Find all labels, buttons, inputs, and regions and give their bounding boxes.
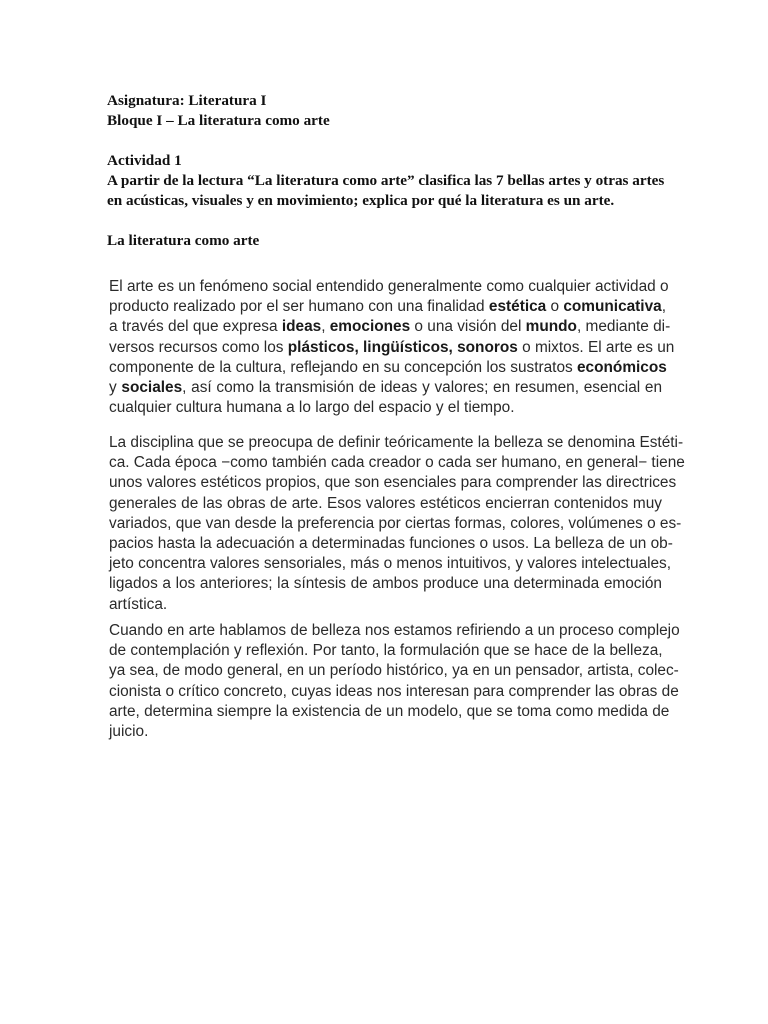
bold-term: emociones: [329, 318, 411, 336]
paragraph-line: generales de las obras de arte. Esos valores estéticos encierran contenidos muy: [109, 494, 662, 512]
paragraph-aesthetics: [109, 433, 685, 615]
paragraph-line: a través del que expresa ideas, emociones o una visión del mundo, mediante di-: [109, 318, 671, 336]
subject-line: Asignatura: Literatura I: [107, 92, 267, 109]
paragraph-line: juicio.: [109, 723, 149, 741]
paragraph-line: arte, determina siempre la existencia de un modelo, que se toma como medida de: [109, 702, 670, 720]
paragraph-line: La disciplina que se preocupa de definir teóricamente la belleza se denomina Estéti-: [109, 434, 684, 451]
paragraph-line: ya sea, de modo general, en un período histórico, ya en un pensador, artista, colec-: [109, 662, 679, 680]
paragraph-line: de contemplación y reflexión. Por tanto, la formulación que se hace de la belleza,: [109, 642, 663, 660]
bold-term: plásticos, lingüísticos, sonoros: [287, 338, 518, 356]
block-line: Bloque I – La literatura como arte: [107, 112, 330, 129]
paragraph-line: variados, que van desde la preferencia por ciertas formas, colores, volúmenes o es-: [109, 514, 682, 532]
paragraph-line: ligados a los anteriores; la síntesis de ambos produce una determinada emoción: [109, 575, 662, 593]
paragraph-line: Cuando en arte hablamos de belleza nos estamos refiriendo a un proceso complejo: [109, 622, 680, 639]
paragraph-line: y sociales, así como la transmisión de ideas y valores; en resumen, esencial en: [109, 379, 663, 397]
paragraph-line: ca. Cada época −como también cada creador o cada ser humano, en general− tiene: [109, 454, 685, 472]
paragraph-line: jeto concentra valores sensoriales, más o menos intuitivos, y valores intelectuales,: [109, 555, 672, 573]
activity-instructions-line: A partir de la lectura “La literatura como arte” clasifica las 7 bellas artes y otras artes: [107, 172, 665, 189]
paragraph-line: componente de la cultura, reflejando en su concepción los sustratos económicos: [109, 358, 667, 376]
paragraph-line: pacios hasta la adecuación a determinadas funciones o usos. La belleza de un ob-: [109, 535, 673, 553]
paragraph-art-definition: [109, 277, 675, 418]
bold-term: mundo: [525, 318, 577, 336]
paragraph-line: El arte es un fenómeno social entendido generalmente como cualquier actividad o: [109, 278, 669, 295]
activity-instructions-line: en acústicas, visuales y en movimiento; explica por qué la literatura es un arte.: [107, 192, 615, 209]
paragraph-line: producto realizado por el ser humano con una finalidad estética o comunicativa,: [109, 298, 666, 316]
document-header: [107, 91, 667, 251]
paragraph-line: versos recursos como los plásticos, lingüísticos, sonoros o mixtos. El arte es un: [109, 338, 675, 356]
activity-title: Actividad 1: [107, 152, 182, 169]
reading-title: La literatura como arte: [107, 232, 260, 249]
bold-term: comunicativa: [563, 298, 662, 316]
bold-term: sociales: [121, 379, 183, 397]
activity-instructions: [107, 171, 667, 211]
paragraph-line: unos valores estéticos propios, que son esenciales para comprender las directrices: [109, 474, 677, 492]
bold-term: ideas: [281, 318, 322, 336]
bold-term: estética: [488, 298, 547, 316]
paragraph-line: cualquier cultura humana a lo largo del espacio y el tiempo.: [109, 399, 515, 417]
paragraph-line: artística.: [109, 595, 168, 613]
paragraph-beauty: [109, 621, 680, 742]
paragraph-line: cionista o crítico concreto, cuyas ideas nos interesan para comprender las obras de: [109, 682, 679, 700]
bold-term: económicos: [577, 358, 667, 376]
